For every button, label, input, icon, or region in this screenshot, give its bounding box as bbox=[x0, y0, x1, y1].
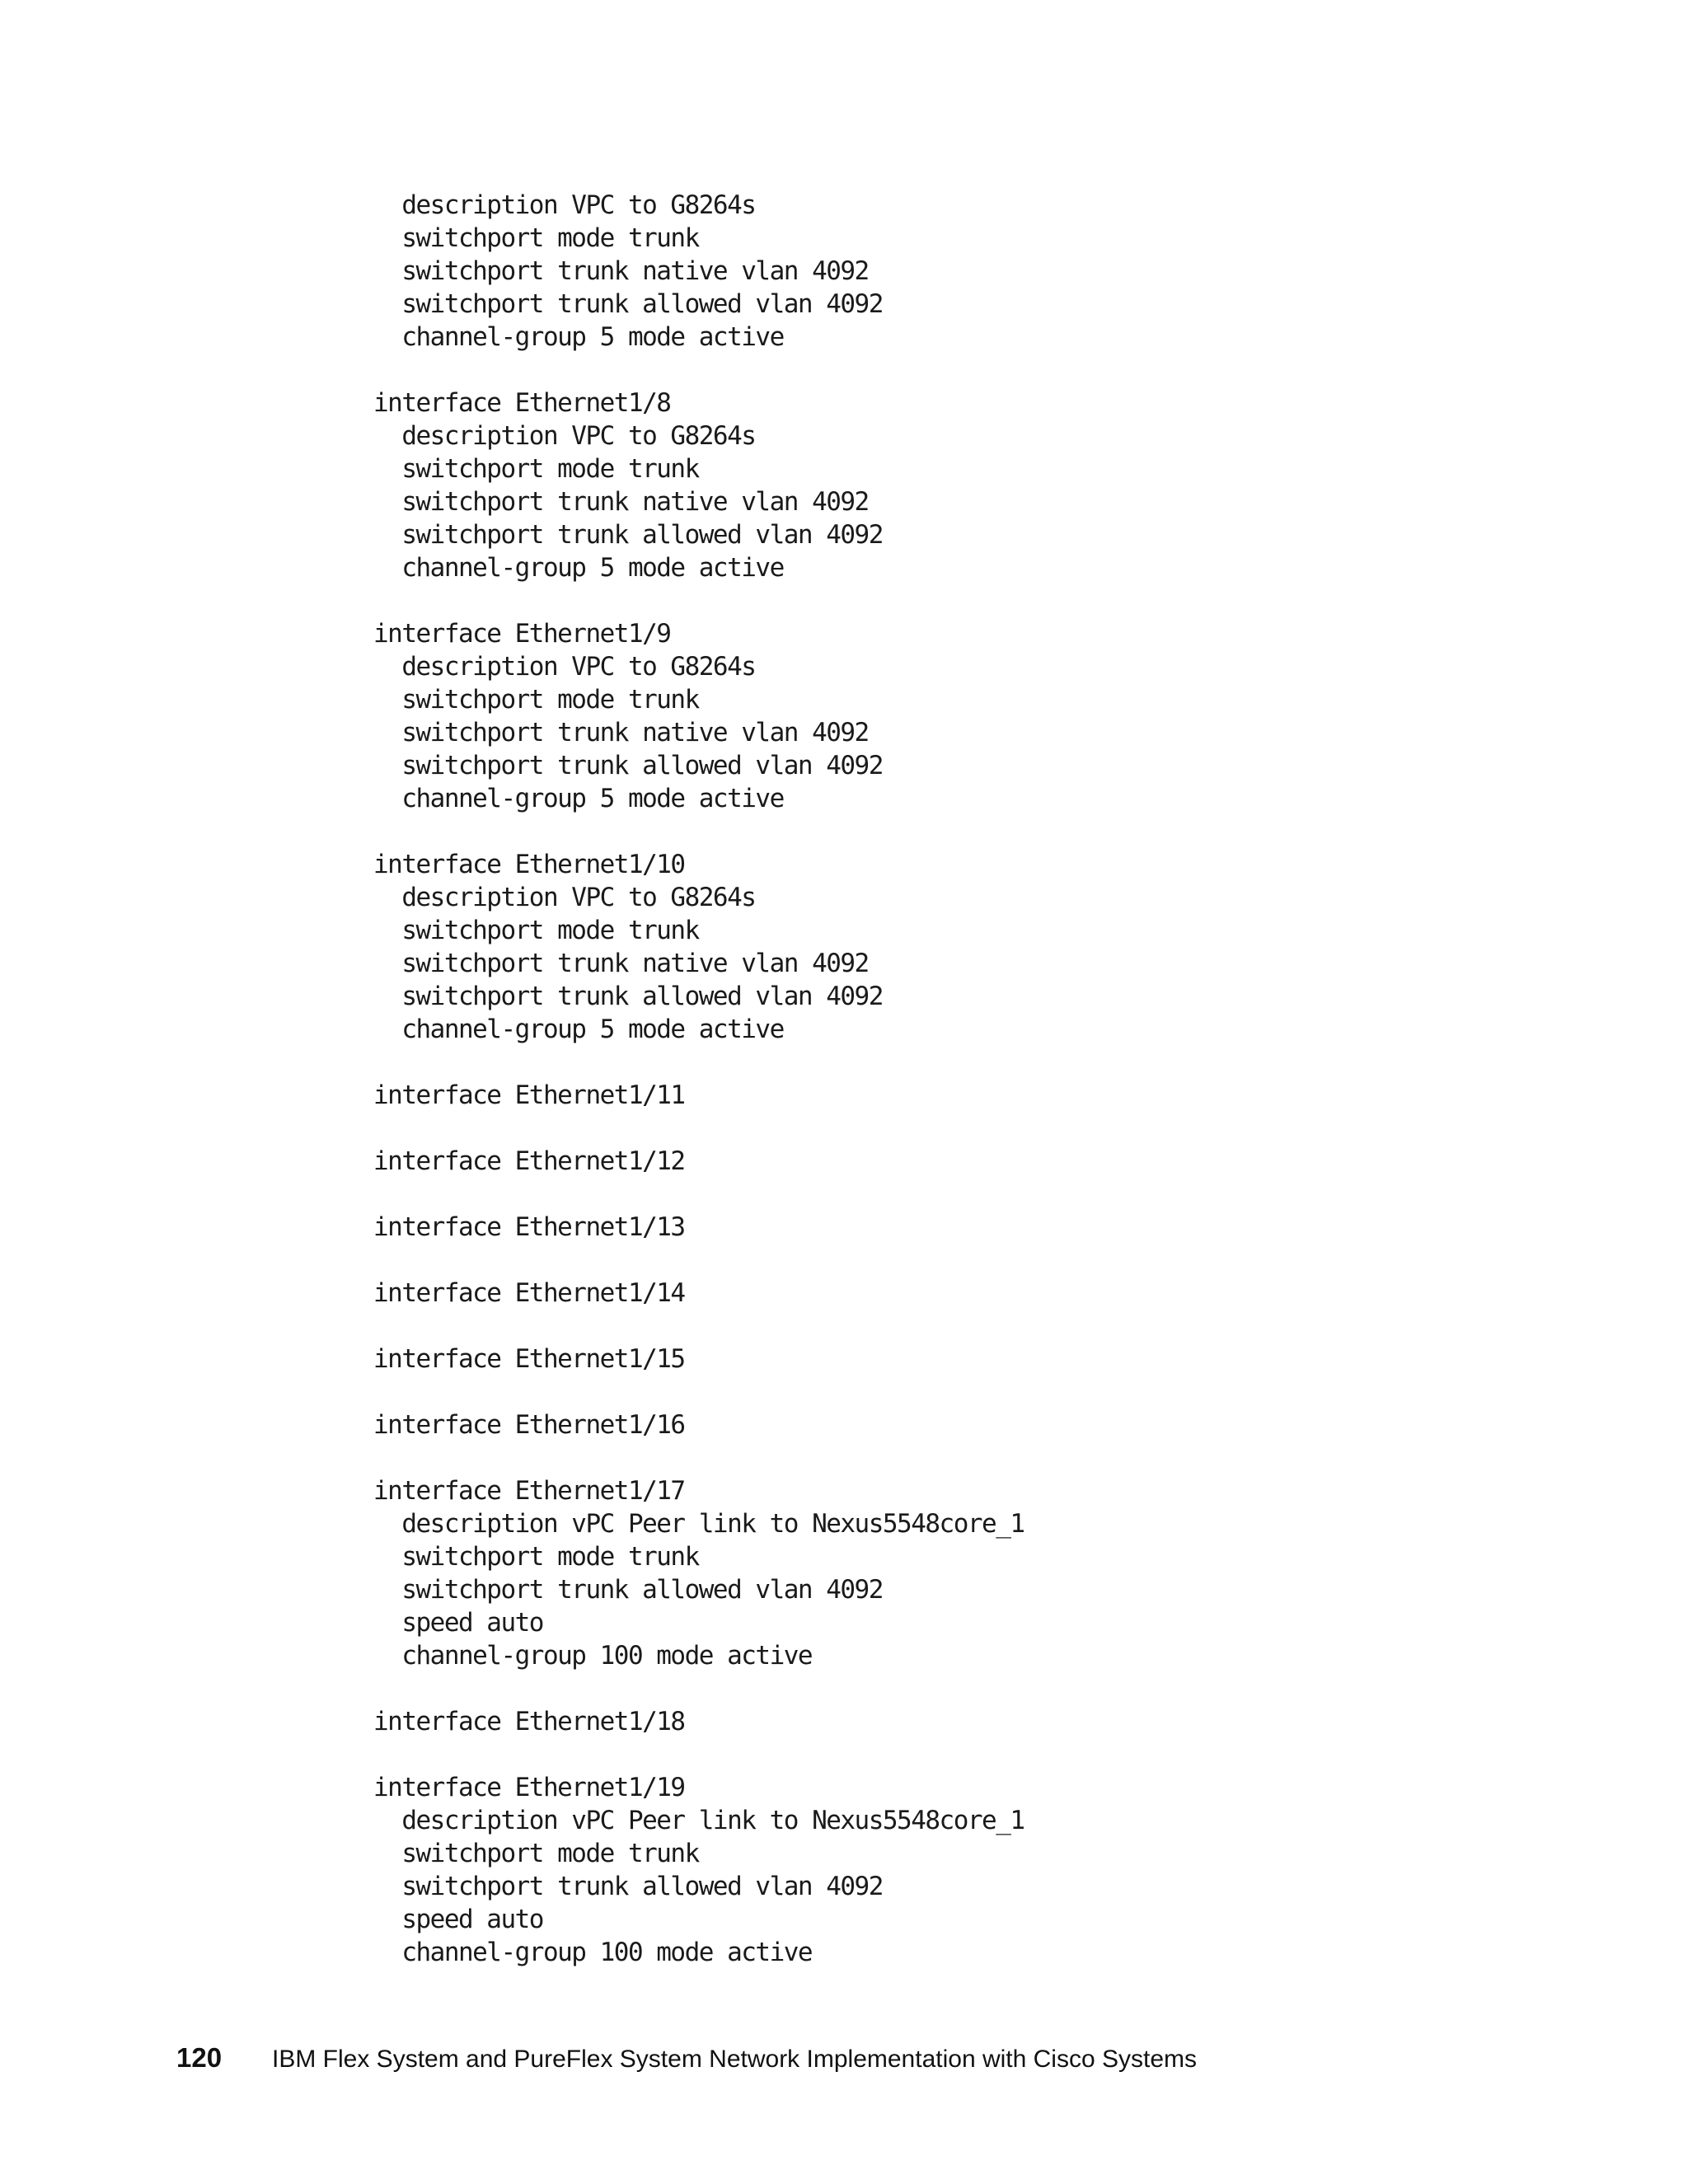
code-blank-line bbox=[373, 354, 1025, 387]
code-blank-line bbox=[373, 1376, 1025, 1408]
code-line: interface Ethernet1/18 bbox=[373, 1707, 685, 1736]
code-line: switchport trunk native vlan 4092 bbox=[373, 487, 869, 517]
code-line: interface Ethernet1/15 bbox=[373, 1344, 685, 1374]
code-line: interface Ethernet1/13 bbox=[373, 1212, 685, 1242]
code-line: description VPC to G8264s bbox=[373, 652, 756, 682]
code-line: switchport trunk allowed vlan 4092 bbox=[373, 1575, 883, 1605]
config-code-block bbox=[373, 189, 1025, 1969]
code-line: interface Ethernet1/10 bbox=[373, 850, 685, 879]
code-line: channel-group 5 mode active bbox=[373, 553, 784, 583]
code-line: interface Ethernet1/16 bbox=[373, 1410, 685, 1440]
code-line: interface Ethernet1/14 bbox=[373, 1278, 685, 1308]
code-line: description VPC to G8264s bbox=[373, 883, 756, 912]
code-line: description VPC to G8264s bbox=[373, 421, 756, 451]
page-number: 120 bbox=[176, 2042, 223, 2073]
code-line: interface Ethernet1/12 bbox=[373, 1146, 685, 1176]
code-line: interface Ethernet1/11 bbox=[373, 1080, 685, 1110]
code-blank-line bbox=[373, 1738, 1025, 1771]
code-line: switchport trunk allowed vlan 4092 bbox=[373, 520, 883, 550]
code-blank-line bbox=[373, 1441, 1025, 1474]
code-line: interface Ethernet1/17 bbox=[373, 1476, 685, 1506]
code-line: switchport trunk native vlan 4092 bbox=[373, 949, 869, 978]
code-blank-line bbox=[373, 1672, 1025, 1705]
code-line: switchport trunk native vlan 4092 bbox=[373, 718, 869, 748]
code-line: description vPC Peer link to Nexus5548core_1 bbox=[373, 1509, 1025, 1539]
code-line: switchport trunk allowed vlan 4092 bbox=[373, 751, 883, 780]
code-line: channel-group 5 mode active bbox=[373, 1015, 784, 1044]
code-blank-line bbox=[373, 1244, 1025, 1277]
code-line: switchport mode trunk bbox=[373, 454, 699, 484]
code-line: interface Ethernet1/19 bbox=[373, 1773, 685, 1802]
code-line: switchport mode trunk bbox=[373, 1839, 699, 1868]
code-blank-line bbox=[373, 815, 1025, 848]
code-line: interface Ethernet1/8 bbox=[373, 388, 671, 418]
code-line: channel-group 100 mode active bbox=[373, 1641, 813, 1671]
page-footer bbox=[176, 2042, 1197, 2079]
code-line: switchport mode trunk bbox=[373, 1542, 699, 1572]
code-line: channel-group 100 mode active bbox=[373, 1938, 813, 1967]
code-blank-line bbox=[373, 1046, 1025, 1079]
code-line: switchport trunk allowed vlan 4092 bbox=[373, 982, 883, 1011]
code-line: interface Ethernet1/9 bbox=[373, 619, 671, 649]
code-line: description VPC to G8264s bbox=[373, 190, 756, 220]
code-blank-line bbox=[373, 1112, 1025, 1145]
code-line: channel-group 5 mode active bbox=[373, 322, 784, 352]
code-line: speed auto bbox=[373, 1905, 543, 1934]
code-blank-line bbox=[373, 1310, 1025, 1343]
code-line: switchport trunk allowed vlan 4092 bbox=[373, 289, 883, 319]
book-title: IBM Flex System and PureFlex System Network Implementation with Cisco Systems bbox=[272, 2046, 1198, 2073]
code-line: switchport mode trunk bbox=[373, 916, 699, 945]
code-line: switchport mode trunk bbox=[373, 223, 699, 253]
code-line: description vPC Peer link to Nexus5548core_1 bbox=[373, 1806, 1025, 1835]
code-line: switchport mode trunk bbox=[373, 685, 699, 715]
code-line: speed auto bbox=[373, 1608, 543, 1638]
code-line: channel-group 5 mode active bbox=[373, 784, 784, 813]
code-line: switchport trunk native vlan 4092 bbox=[373, 256, 869, 286]
code-blank-line bbox=[373, 1178, 1025, 1211]
code-blank-line bbox=[373, 584, 1025, 617]
code-line: switchport trunk allowed vlan 4092 bbox=[373, 1872, 883, 1901]
